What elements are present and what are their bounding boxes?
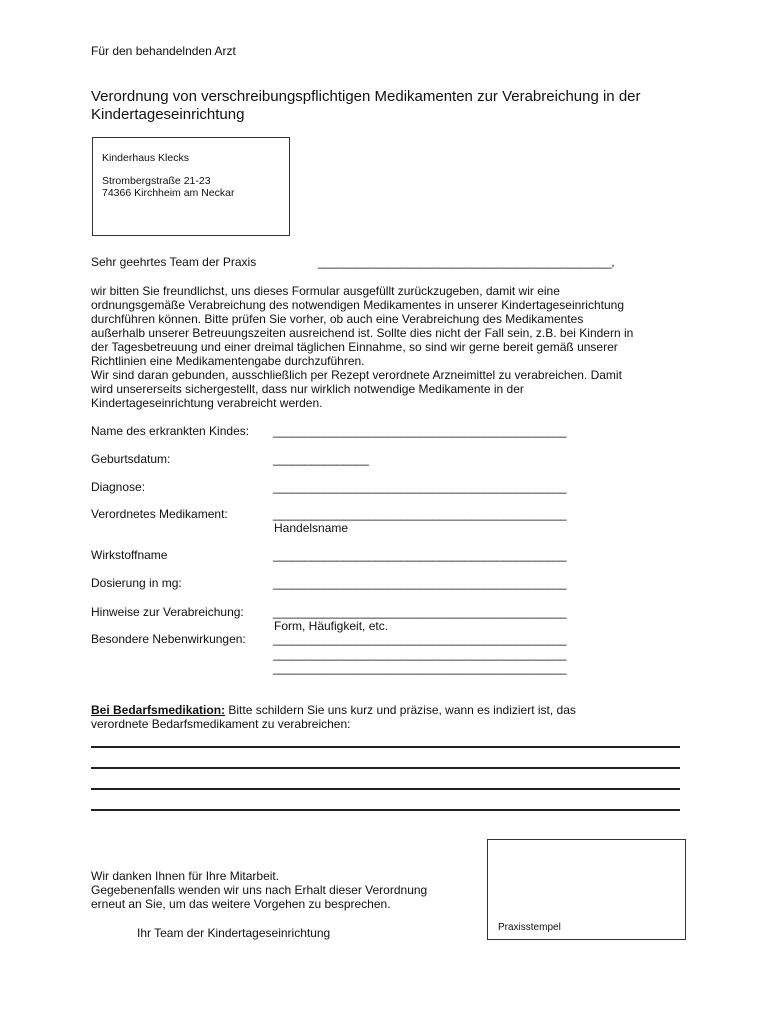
closing-thanks: Wir danken Ihnen für Ihre Mitarbeit.: [91, 869, 280, 883]
closing-line-2: Gegebenenfalls wenden wir uns nach Erhalt dieser Verordnung: [91, 883, 428, 897]
trade-name-hint: Handelsname: [274, 521, 349, 535]
address-name: Kinderhaus Klecks: [102, 152, 189, 164]
instructions-field[interactable]: ______________________________________________: [273, 605, 567, 619]
intro-line: Richtlinien eine Medikamentengabe durchzuführen.: [91, 354, 365, 368]
intro-line: wird unsererseits sichergestellt, dass nur wirklich notwendige Medikamente in der: [91, 382, 524, 396]
birthdate-field[interactable]: _______________: [273, 452, 369, 466]
instructions-hint: Form, Häufigkeit, etc.: [274, 619, 389, 633]
address-box: [92, 137, 290, 236]
demand-answer-line[interactable]: [91, 809, 680, 811]
demand-answer-line[interactable]: [91, 746, 680, 748]
side-effects-field[interactable]: ______________________________________________: [273, 661, 567, 675]
demand-text-1: Bitte schildern Sie uns kurz und präzise, wann es indiziert ist, das: [225, 703, 576, 717]
intro-line: wir bitten Sie freundlichst, uns dieses Formular ausgefüllt zurückzugeben, damit wir eine: [91, 284, 560, 298]
instructions-label: Hinweise zur Verabreichung:: [91, 605, 244, 619]
salutation: Sehr geehrtes Team der Praxis: [91, 255, 257, 269]
side-effects-field[interactable]: ______________________________________________: [273, 647, 567, 661]
closing-team: Ihr Team der Kindertageseinrichtung: [137, 926, 331, 940]
medication-field[interactable]: ______________________________________________: [273, 507, 567, 521]
medication-label: Verordnetes Medikament:: [91, 507, 228, 521]
diagnosis-label: Diagnose:: [91, 480, 146, 494]
intro-line: ordnungsgemäße Verabreichung des notwendigen Medikamentes in unserer Kindertageseinrichtung: [91, 298, 625, 312]
intro-line: der Tagesbetreuung und einer dreimal täglichen Einnahme, so sind wir gerne bereit gemäß unserer: [91, 340, 618, 354]
demand-heading: Bei Bedarfsmedikation:: [91, 703, 226, 717]
intro-line: außerhalb unserer Betreuungszeiten ausreichend ist. Sollte dies nicht der Fall sein, z.B. bei Kindern in: [91, 326, 634, 340]
intro-line: Kindertageseinrichtung verabreicht werden.: [91, 396, 323, 410]
title-line-2: Kindertageseinrichtung: [91, 106, 245, 123]
title-line-1: Verordnung von verschreibungspflichtigen Medikamenten zur Verabreichung in der: [91, 88, 641, 105]
child-name-label: Name des erkrankten Kindes:: [91, 424, 250, 438]
birthdate-label: Geburtsdatum:: [91, 452, 171, 466]
practice-stamp-box[interactable]: [487, 839, 686, 940]
demand-medication-text: [91, 703, 576, 718]
dosage-field[interactable]: ______________________________________________: [273, 576, 567, 590]
address-street: Strombergstraße 21-23: [102, 175, 211, 187]
demand-text-2: verordnete Bedarfsmedikament zu verabreichen:: [91, 717, 351, 731]
side-effects-label: Besondere Nebenwirkungen:: [91, 632, 246, 646]
practice-name-field[interactable]: ______________________________________________,: [318, 255, 615, 269]
practice-stamp-label: Praxisstempel: [498, 922, 561, 933]
side-effects-field[interactable]: ______________________________________________: [273, 632, 567, 646]
intro-line: Wir sind daran gebunden, ausschließlich per Rezept verordnete Arzneimittel zu verabreichen. Damit: [91, 368, 622, 382]
dosage-label: Dosierung in mg:: [91, 576, 182, 590]
child-name-field[interactable]: ______________________________________________: [273, 424, 567, 438]
active-ingredient-field[interactable]: ______________________________________________: [273, 548, 567, 562]
address-city: 74366 Kirchheim am Neckar: [102, 187, 235, 199]
demand-answer-line[interactable]: [91, 788, 680, 790]
diagnosis-field[interactable]: ______________________________________________: [273, 480, 567, 494]
demand-answer-line[interactable]: [91, 767, 680, 769]
recipient-line: Für den behandelnden Arzt: [91, 44, 236, 58]
intro-line: durchführen können. Bitte prüfen Sie vorher, ob auch eine Verabreichung des Medikamentes: [91, 312, 584, 326]
closing-line-3: erneut an Sie, um das weitere Vorgehen zu besprechen.: [91, 897, 391, 911]
active-ingredient-label: Wirkstoffname: [91, 548, 168, 562]
